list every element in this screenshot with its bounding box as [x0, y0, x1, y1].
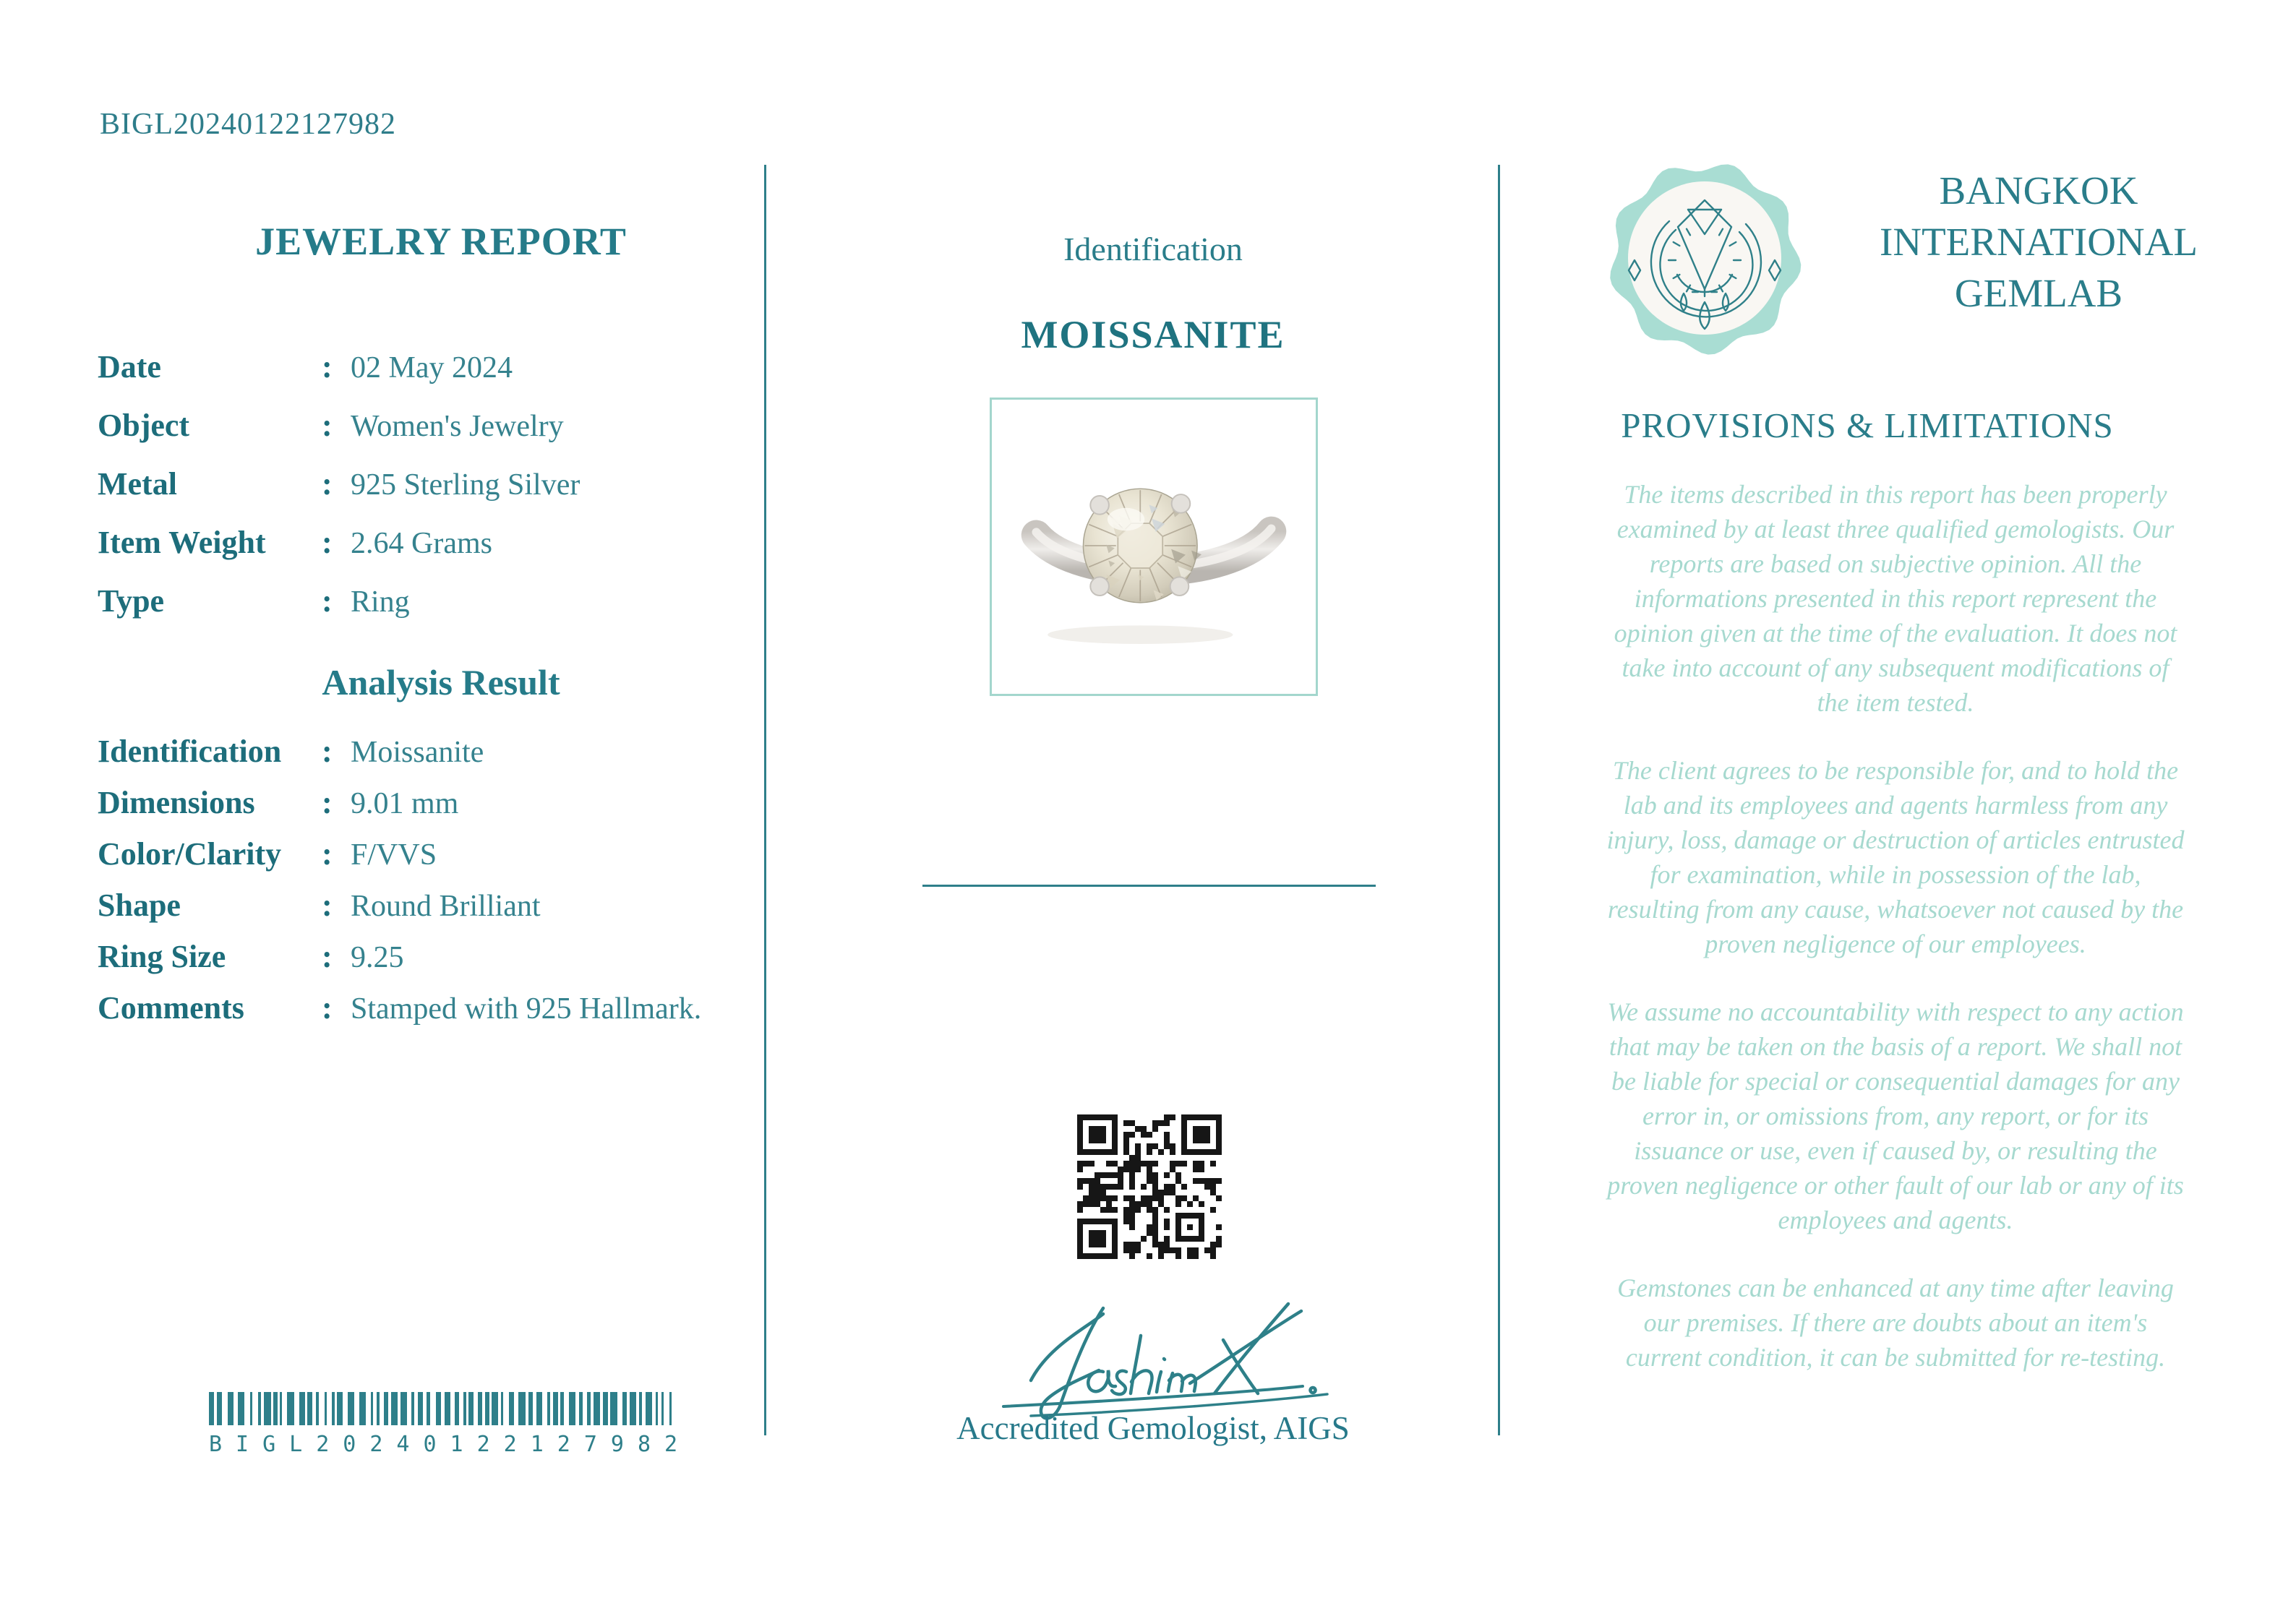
ring-shadow: [1048, 625, 1233, 644]
signatory-title: Accredited Gemologist, AIGS: [956, 1410, 1350, 1446]
detail-list: [98, 338, 734, 631]
colon: :: [322, 466, 333, 502]
lab-name-line: GEMLAB: [1954, 271, 2123, 315]
detail-label: Type: [98, 583, 165, 619]
identification-heading: Identification: [1063, 231, 1243, 267]
detail-value: Women's Jewelry: [351, 410, 564, 443]
barcode-block: [209, 1392, 692, 1457]
colon: :: [322, 888, 333, 923]
certificate-number: BIGL20240122127982: [100, 108, 396, 141]
colon: :: [322, 408, 333, 443]
colon: :: [322, 836, 333, 872]
provisions-heading: PROVISIONS & LIMITATIONS: [1621, 405, 2114, 445]
ring-illustration: [992, 400, 1316, 694]
analysis-row: [98, 726, 734, 778]
detail-value: 02 May 2024: [351, 351, 513, 384]
detail-row: [98, 572, 734, 631]
colon: :: [322, 734, 333, 769]
analysis-row: [98, 829, 734, 880]
detail-label: Date: [98, 349, 161, 384]
detail-value: 2.64 Grams: [351, 527, 492, 560]
analysis-value: Stamped with 925 Hallmark.: [351, 992, 702, 1026]
signature: [961, 1292, 1337, 1426]
detail-label: Item Weight: [98, 525, 266, 560]
analysis-label: Identification: [98, 734, 282, 769]
lab-name-line: INTERNATIONAL: [1880, 220, 2198, 264]
analysis-label: Comments: [98, 990, 244, 1026]
colon: :: [322, 939, 333, 974]
detail-row: [98, 397, 734, 455]
analysis-label: Ring Size: [98, 939, 226, 974]
provisions-paragraph: The items described in this report has been properly examined by at least three qualified gemologists. Our reports are based on subjective opinion. All the informations presented in this report represent the opinion given at the time of the evaluation. It does not take into account of any subsequent modifications of the item tested.: [1614, 480, 2177, 717]
barcode: [209, 1392, 672, 1425]
analysis-label: Shape: [98, 888, 181, 923]
gemlab-logo: [1607, 160, 1802, 356]
colon: :: [322, 990, 333, 1026]
provisions-text: [1606, 477, 2185, 1408]
analysis-value: Moissanite: [351, 736, 484, 769]
analysis-row: [98, 932, 734, 983]
detail-label: Metal: [98, 466, 177, 502]
analysis-label: Dimensions: [98, 785, 255, 820]
barcode-text: BIGL20240122127982: [209, 1432, 692, 1457]
column-divider: [764, 165, 766, 1435]
colon: :: [322, 583, 333, 619]
analysis-row: [98, 983, 734, 1034]
detail-row: [98, 514, 734, 572]
detail-row: [98, 338, 734, 397]
analysis-list: [98, 726, 734, 1034]
separator-line: [922, 885, 1376, 887]
detail-label: Object: [98, 408, 190, 443]
colon: :: [322, 349, 333, 384]
detail-row: [98, 455, 734, 514]
analysis-heading: Analysis Result: [322, 662, 560, 703]
identification-result: MOISSANITE: [1021, 313, 1285, 356]
analysis-value: 9.25: [351, 941, 404, 974]
qr-code: [1077, 1114, 1222, 1259]
provisions-paragraph: We assume no accountability with respect to any action that may be taken on the basis of a report. We shall not be liable for special or consequential damages for any error in, or omissions from, any report, or for its issuance or use, even if caused by, or resulting the proven negligence or other fault of our lab or any of its employees and agents.: [1607, 997, 2184, 1234]
provisions-paragraph: The client agrees to be responsible for, and to hold the lab and its employees and agents harmless from any injury, loss, damage or destruction of articles entrusted for examination, while in possession of the lab, resulting from any cause, whatsoever not caused by the proven negligence of our employees.: [1606, 756, 2185, 958]
analysis-value: Round Brilliant: [351, 890, 541, 923]
analysis-label: Color/Clarity: [98, 836, 282, 872]
analysis-value: F/VVS: [351, 838, 437, 872]
analysis-row: [98, 880, 734, 932]
lab-name: [1822, 165, 2256, 319]
detail-value: Ring: [351, 585, 410, 619]
colon: :: [322, 525, 333, 560]
detail-value: 925 Sterling Silver: [351, 468, 581, 502]
report-title: JEWELRY REPORT: [255, 220, 627, 263]
colon: :: [322, 785, 333, 820]
analysis-row: [98, 778, 734, 829]
ring-photo: [990, 398, 1318, 696]
lab-name-line: BANGKOK: [1939, 168, 2138, 212]
analysis-value: 9.01 mm: [351, 787, 459, 820]
provisions-paragraph: Gemstones can be enhanced at any time after leaving our premises. If there are doubts about an item's current condition, it can be submitted for re-testing.: [1617, 1273, 2174, 1372]
